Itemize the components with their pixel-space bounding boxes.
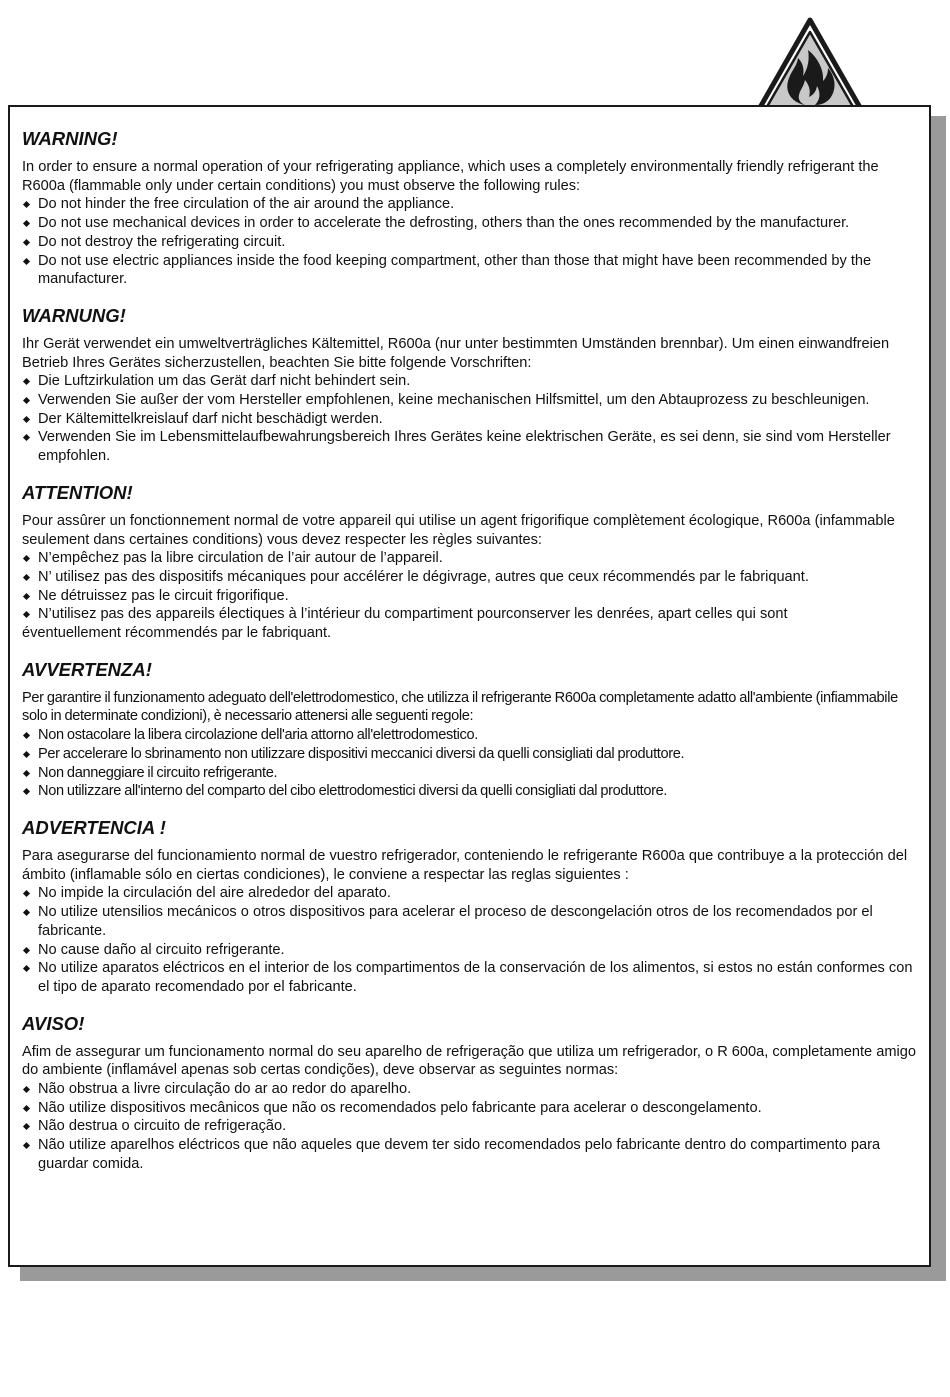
rule-item: N’utilisez pas des appareils électiques à l’intérieur du compartiment pourconserver les denrées, apart celles qui sont	[22, 605, 922, 624]
rule-item: Não utilize dispositivos mecânicos que não os recomendados pelo fabricante para acelerar o descongelamento.	[22, 1099, 922, 1118]
rules-it	[22, 726, 922, 801]
rule-item: No impide la circulación del aire alrededor del aparato.	[22, 884, 922, 903]
rule-item: Non utilizzare all'interno del comparto del cibo elettrodomestici diversi da quelli consigliati dal produttore.	[22, 782, 922, 801]
rule-item: Verwenden Sie außer der vom Hersteller empfohlenen, keine mechanischen Hilfsmittel, um den Abtauprozess zu beschleunigen.	[22, 391, 922, 410]
intro-en: In order to ensure a normal operation of your refrigerating appliance, which uses a completely environmentally friendly refrigerant the R600a (flammable only under certain conditions) you must observe the following rules:	[22, 159, 879, 194]
intro-it: Per garantire il funzionamento adeguato dell'elettrodomestico, che utilizza il refrigerante R600a completamente adatto all'ambiente (infiammabile solo in determinate condizioni), è necessario attenersi alle seguenti regole:	[22, 689, 898, 725]
rule-item: Per accelerare lo sbrinamento non utilizzare dispositivi meccanici diversi da quelli consigliati dal produttore.	[22, 745, 922, 764]
rules-pt	[22, 1080, 922, 1174]
section-pt	[22, 1012, 922, 1174]
rule-item: No utilize aparatos eléctricos en el interior de los compartimentos de la conservación de los alimentos, si estos no están conformes con el tipo de aparato recomendado por el fabricante.	[22, 959, 922, 996]
rule-item: N’empêchez pas la libre circulation de l’air autour de l’appareil.	[22, 549, 922, 568]
section-de	[22, 304, 922, 466]
heading-pt: AVISO!	[22, 1012, 85, 1034]
intro-fr: Pour assûrer un fonctionnement normal de votre appareil qui utilise un agent frigorifique complètement écologique, R600a (infammable seulement dans certaines conditions) vous devez respecter les règles suivantes:	[22, 512, 895, 548]
rule-item: Die Luftzirkulation um das Gerät darf nicht behindert sein.	[22, 372, 922, 391]
intro-de: Ihr Gerät verwendet ein umweltverträgliches Kältemittel, R600a (nur unter bestimmten Umständen brennbar). Um einen einwandfreien Betrieb Ihres Gerätes sicherzustellen, beachten Sie bitte folgende Vorschriften:	[22, 335, 890, 371]
rule-item: Não destrua o circuito de refrigeração.	[22, 1117, 922, 1136]
rule-item: No utilize utensilios mecánicos o otros dispositivos para acelerar el proceso de descongelación otros de los recomendados por el fabricante.	[22, 903, 922, 940]
rule-item: Do not destroy the refrigerating circuit.	[22, 233, 922, 252]
intro-es: Para asegurarse del funcionamiento normal de vuestro refrigerador, conteniendo le refrigerante R600a que contribuye a la protección del ámbito (inflamable sólo en ciertas condiciones), le conviene a respectar las reglas siguientes :	[22, 847, 908, 883]
intro-pt: Afim de assegurar um funcionamento normal do seu aparelho de refrigeração que utiliza um refrigerador, o R 600a, completamente amigo do ambiente (inflamável apenas sob certas condições), deve observar as seguintes normas:	[22, 1043, 916, 1079]
heading-de: WARNUNG!	[22, 304, 126, 326]
rule-item: Não utilize aparelhos eléctricos que não aqueles que devem ter sido recomendados pelo fabricante dentro do compartimento para guardar comida.	[22, 1136, 922, 1173]
rule-item: Não obstrua a livre circulação do ar ao redor do aparelho.	[22, 1080, 922, 1099]
rule-item: Do not use mechanical devices in order to accelerate the defrosting, others than the ones recommended by the manufacturer.	[22, 214, 922, 233]
heading-it: AVVERTENZA!	[22, 658, 152, 680]
rule-item: No cause daño al circuito refrigerante.	[22, 941, 922, 960]
rule-item: Do not hinder the free circulation of the air around the appliance.	[22, 195, 922, 214]
section-fr	[22, 481, 922, 643]
rules-en	[22, 195, 922, 289]
rule-item: Ne détruissez pas le circuit frigorifique.	[22, 587, 922, 606]
rules-es	[22, 884, 922, 996]
rule-item: N’ utilisez pas des dispositifs mécaniques pour accélérer le dégivrage, autres que ceux récommendés par le fabriquant.	[22, 568, 922, 587]
section-en	[22, 127, 922, 289]
rule-item: Do not use electric appliances inside the food keeping compartment, other than those that might have been recommended by the manufacturer.	[22, 252, 922, 289]
rule-continuation: éventuellement récommendés par le fabriquant.	[22, 625, 332, 642]
heading-fr: ATTENTION!	[22, 481, 133, 503]
section-es	[22, 816, 922, 997]
heading-en: WARNING!	[22, 128, 118, 149]
rule-item: Der Kältemittelkreislauf darf nicht beschädigt werden.	[22, 410, 922, 429]
section-it	[22, 658, 922, 801]
rule-item: Non ostacolare la libera circolazione dell'aria attorno all'elettrodomestico.	[22, 726, 922, 745]
rule-item: Verwenden Sie im Lebensmittelaufbewahrungsbereich Ihres Gerätes keine elektrischen Geräte, es sei denn, sie sind vom Hersteller empfohlen.	[22, 428, 922, 465]
heading-es: ADVERTENCIA !	[22, 816, 166, 838]
rules-de	[22, 372, 922, 466]
warning-content	[22, 127, 922, 1174]
rule-item: Non danneggiare il circuito refrigerante.	[22, 764, 922, 783]
rules-fr	[22, 549, 922, 624]
